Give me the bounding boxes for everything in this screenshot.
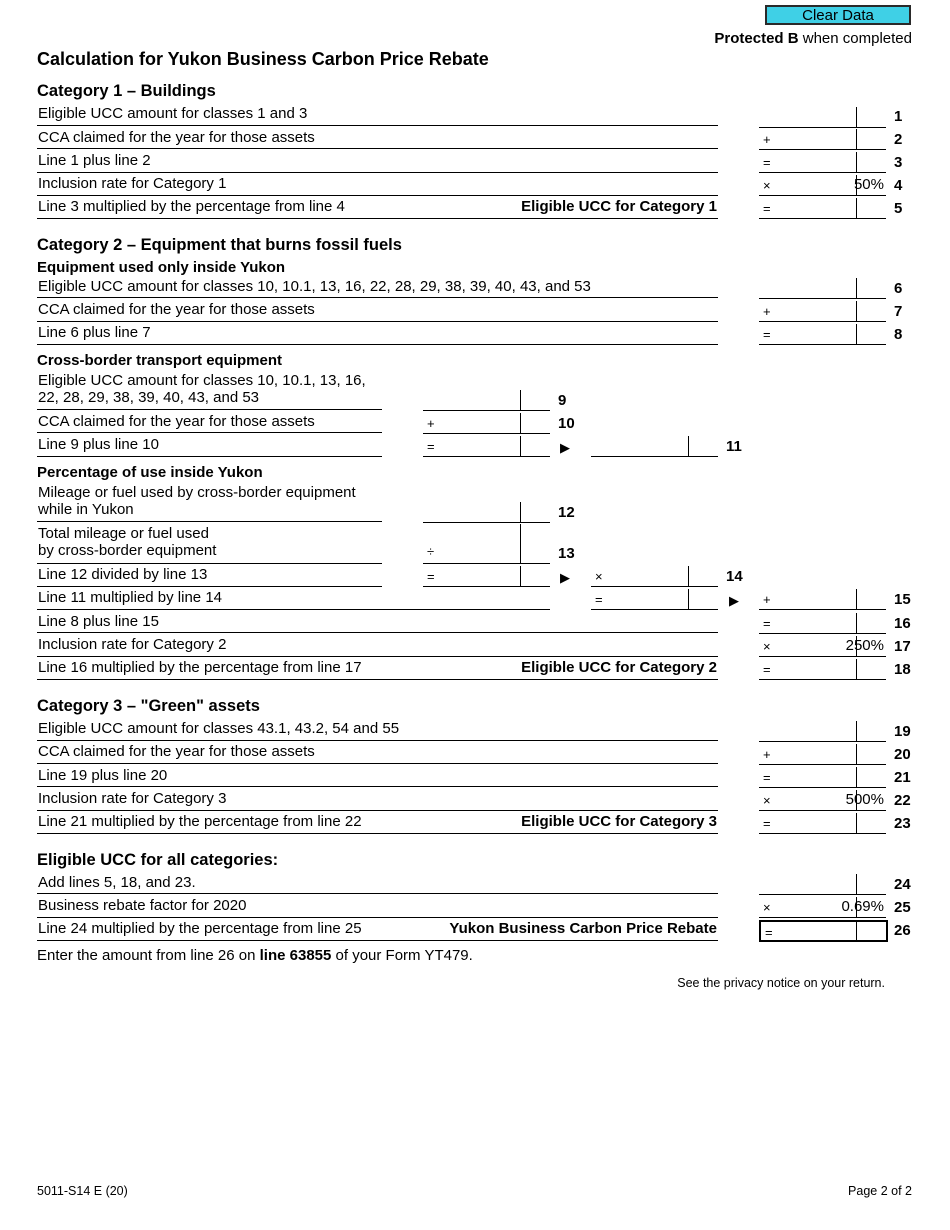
line-number: 14 [726,568,743,585]
instruction-text: Enter the amount from line 26 on [37,947,260,964]
divider [37,786,718,787]
category-1-total-label: Eligible UCC for Category 1 [521,198,717,215]
operator: × [763,639,771,654]
divider [37,344,718,345]
line-9-label-2: 22, 28, 29, 38, 39, 40, 43, and 53 [38,389,260,406]
divider [37,321,718,322]
line-number: 1 [894,108,903,125]
operator: = [427,439,435,454]
divider [37,740,718,741]
line-18-field[interactable] [759,659,886,680]
cross-border-subheading: Cross-border transport equipment [37,352,283,369]
line-24-label: Add lines 5, 18, and 23. [38,874,196,891]
operator: + [427,416,435,431]
operator: + [763,132,771,147]
line-4-field [759,175,886,196]
operator: = [765,925,773,940]
line-number: 21 [894,769,911,786]
operator: = [763,662,771,677]
line-8-field[interactable] [759,324,886,345]
line-14-subtotal-field[interactable] [423,566,550,587]
operator: = [763,816,771,831]
line-18-label: Line 16 multiplied by the percentage from line 17 [38,659,362,676]
divider [37,521,382,522]
divider [37,763,718,764]
operator: + [763,592,771,607]
line-number: 16 [894,615,911,632]
operator: × [763,900,771,915]
protected-notice [714,30,912,48]
line-20-field[interactable] [759,744,886,765]
line-5-label: Line 3 multiplied by the percentage from line 4 [38,198,345,215]
line-number: 22 [894,792,911,809]
line-11-subtotal-field[interactable] [423,436,550,457]
line-2-label: CCA claimed for the year for those assets [38,129,315,146]
line-25-field [759,897,886,918]
arrow-right-icon: ▶ [729,593,739,608]
line-1-label: Eligible UCC amount for classes 1 and 3 [38,105,308,122]
line-9-field[interactable] [423,390,550,411]
line-22-label: Inclusion rate for Category 3 [38,790,227,807]
line-number: 11 [726,438,742,455]
operator: = [427,569,435,584]
divider [37,833,718,834]
inside-yukon-subheading: Equipment used only inside Yukon [37,259,286,276]
divider [37,195,718,196]
line-13-label-2: by cross-border equipment [38,542,217,559]
divider [37,563,382,564]
line-number: 18 [894,661,911,678]
line-number: 4 [894,177,903,194]
line-13-label-1: Total mileage or fuel used [38,525,209,542]
divider [37,586,382,587]
line-number: 10 [558,415,575,432]
operator: ÷ [427,544,435,559]
line-19-label: Eligible UCC amount for classes 43.1, 43.2, 54 and 55 [38,720,400,737]
divider [37,297,718,298]
arrow-right-icon: ▶ [560,570,570,585]
line-number: 15 [894,591,911,608]
all-categories-heading: Eligible UCC for all categories: [37,851,279,869]
line-11-label: Line 9 plus line 10 [38,436,159,453]
operator: = [763,155,771,170]
line-14-label: Line 12 divided by line 13 [38,566,208,583]
line-16-field[interactable] [759,613,886,634]
line-11-field[interactable] [591,436,718,457]
line-17-label: Inclusion rate for Category 2 [38,636,227,653]
line-6-field[interactable] [759,278,886,299]
category-2-heading: Category 2 – Equipment that burns fossil fuels [37,236,402,254]
field-value: 0.69% [841,898,884,915]
line-21-field[interactable] [759,767,886,788]
divider [37,125,718,126]
line-number: 23 [894,815,911,832]
divider [37,148,718,149]
category-3-heading: Category 3 – "Green" assets [37,697,260,715]
line-number: 6 [894,280,903,297]
page-number: Page 2 of 2 [848,1184,912,1198]
divider [37,432,382,433]
line-21-label: Line 19 plus line 20 [38,767,168,784]
line-25-label: Business rebate factor for 2020 [38,897,247,914]
line-13-field[interactable] [423,524,550,564]
line-number: 12 [558,504,575,521]
percentage-use-subheading: Percentage of use inside Yukon [37,464,263,481]
line-23-label: Line 21 multiplied by the percentage from line 22 [38,813,362,830]
line-19-field[interactable] [759,721,886,742]
protected-suffix: when completed [798,30,912,47]
operator: × [595,569,603,584]
line-1-field[interactable] [759,107,886,128]
line-number: 17 [894,638,911,655]
divider [37,409,382,410]
divider [37,940,718,941]
divider [37,172,718,173]
line-number: 3 [894,154,903,171]
divider [37,632,718,633]
category-1-heading: Category 1 – Buildings [37,82,216,100]
line-number: 5 [894,200,903,217]
line-number: 19 [894,723,911,740]
operator: = [763,616,771,631]
line-5-field[interactable] [759,198,886,219]
line-6-label: Eligible UCC amount for classes 10, 10.1, 13, 16, 22, 28, 29, 38, 39, 40, 43, and 53 [38,278,591,295]
operator: + [763,747,771,762]
line-4-label: Inclusion rate for Category 1 [38,175,227,192]
line-number: 24 [894,876,911,893]
line-8-label: Line 6 plus line 7 [38,324,151,341]
category-2-total-label: Eligible UCC for Category 2 [521,659,717,676]
divider [37,609,550,610]
category-3-total-label: Eligible UCC for Category 3 [521,813,717,830]
line-16-label: Line 8 plus line 15 [38,613,159,630]
line-22-field [759,790,886,811]
line-number: 13 [558,545,575,562]
line-12-label-1: Mileage or fuel used by cross-border equipment [38,484,356,501]
field-value: 50% [853,176,884,193]
divider [37,893,718,894]
arrow-right-icon: ▶ [560,440,570,455]
line-number: 9 [558,392,567,409]
line-number: 25 [894,899,911,916]
operator: = [763,327,771,342]
field-value: 250% [845,637,884,654]
line-23-field[interactable] [759,813,886,834]
operator: × [763,178,771,193]
line-12-label-2: while in Yukon [38,501,134,518]
operator: × [763,793,771,808]
line-26-label: Line 24 multiplied by the percentage from line 25 [38,920,362,937]
line-3-label: Line 1 plus line 2 [38,152,151,169]
divider [37,656,718,657]
operator: = [595,592,603,607]
line-15-label: Line 11 multiplied by line 14 [38,589,223,606]
line-9-label-1: Eligible UCC amount for classes 10, 10.1, 13, 16, [38,372,366,389]
operator: + [763,304,771,319]
line-7-field[interactable] [759,301,886,322]
operator: = [763,201,771,216]
line-number: 26 [894,922,911,939]
form-code: 5011-S14 E (20) [37,1184,128,1198]
line-2-field[interactable] [759,129,886,150]
line-10-field[interactable] [423,413,550,434]
line-number: 2 [894,131,903,148]
instruction-line-ref: line 63855 [259,947,332,964]
line-20-label: CCA claimed for the year for those assets [38,743,315,760]
form-title: Calculation for Yukon Business Carbon Price Rebate [37,49,489,69]
line-26-field[interactable] [759,920,888,942]
line-number: 20 [894,746,911,763]
divider [37,679,718,680]
line-3-field[interactable] [759,152,886,173]
line-7-label: CCA claimed for the year for those assets [38,301,315,318]
line-number: 7 [894,303,903,320]
line-17-field [759,636,886,657]
operator: = [763,770,771,785]
line-12-field[interactable] [423,502,550,523]
protected-level: Protected B [714,30,799,47]
field-value: 500% [845,791,884,808]
line-24-field[interactable] [759,874,886,895]
divider [37,917,718,918]
line-number: 8 [894,326,903,343]
privacy-notice: See the privacy notice on your return. [677,976,885,990]
line-15-field[interactable] [759,589,886,610]
clear-data-button[interactable]: Clear Data [765,5,911,25]
divider [37,218,718,219]
instruction-text: of your Form YT479. [331,947,473,964]
rebate-total-label: Yukon Business Carbon Price Rebate [449,920,717,937]
enter-instruction [37,947,473,965]
line-14-field[interactable] [591,566,718,587]
divider [37,810,718,811]
line-15-subtotal-field[interactable] [591,589,718,610]
line-10-label: CCA claimed for the year for those assets [38,413,315,430]
divider [37,456,382,457]
